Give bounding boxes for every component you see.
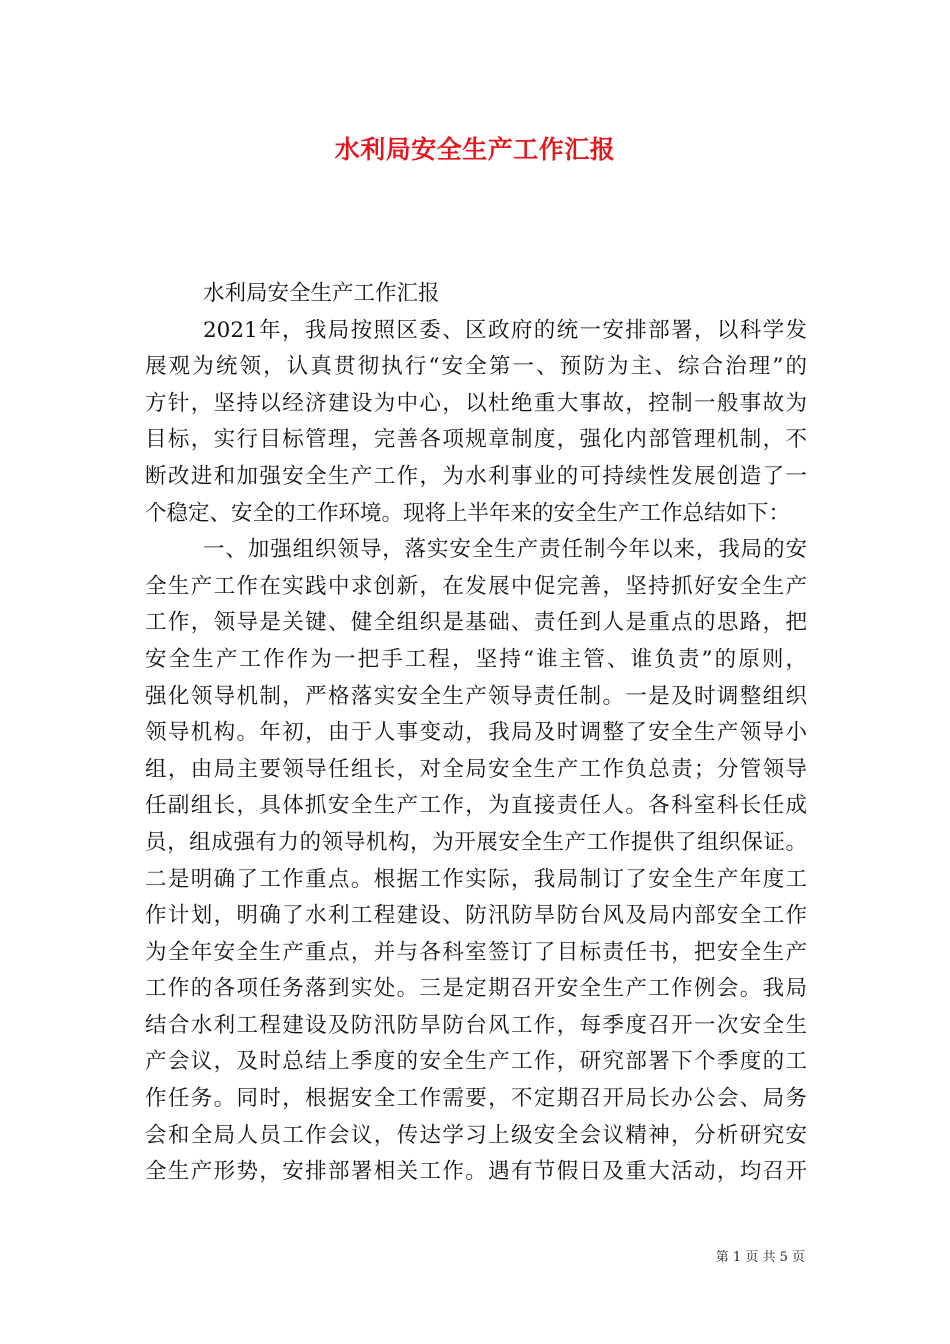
body-line: 为全年安全生产重点，并与各科室签订了目标责任书，把安全生产 (145, 939, 807, 965)
body-line: 二是明确了工作重点。根据工作实际，我局制订了安全生产年度工 (145, 866, 807, 892)
body-line: 作任务。同时，根据安全工作需要，不定期召开局长办公会、局务 (145, 1086, 807, 1112)
document-title: 水利局安全生产工作汇报 (334, 135, 616, 164)
body-line: 员，组成强有力的领导机构，为开展安全生产工作提供了组织保证。 (145, 829, 807, 855)
body-line: 产会议，及时总结上季度的安全生产工作，研究部署下个季度的工 (145, 1049, 807, 1075)
body-line: 领导机构。年初，由于人事变动，我局及时调整了安全生产领导小 (145, 720, 807, 746)
body-line: 全生产形势，安排部署相关工作。遇有节假日及重大活动，均召开 (145, 1159, 807, 1185)
body-line: 个稳定、安全的工作环境。现将上半年来的安全生产工作总结如下： (145, 500, 791, 526)
document-body (145, 276, 807, 1191)
page-number: 第 1 页 共 5 页 (715, 1250, 805, 1265)
body-line: 一、加强组织领导，落实安全生产责任制今年以来，我局的安 (203, 537, 807, 563)
body-line: 工作的各项任务落到实处。三是定期召开安全生产工作例会。我局 (145, 976, 807, 1002)
body-line: 安全生产工作作为一把手工程，坚持“谁主管、谁负责”的原则， (145, 646, 807, 672)
body-line: 展观为统领，认真贯彻执行“安全第一、预防为主、综合治理”的 (145, 354, 807, 380)
body-line: 会和全局人员工作会议，传达学习上级安全会议精神，分析研究安 (145, 1122, 807, 1148)
body-line: 全生产工作在实践中求创新，在发展中促完善，坚持抓好安全生产 (145, 573, 807, 599)
body-line: 任副组长，具体抓安全生产工作，为直接责任人。各科室科长任成 (145, 793, 807, 819)
body-line: 断改进和加强安全生产工作，为水利事业的可持续性发展创造了一 (145, 463, 807, 489)
body-line: 作计划，明确了水利工程建设、防汛防旱防台风及局内部安全工作 (145, 903, 807, 929)
body-line: 工作，领导是关键、健全组织是基础、责任到人是重点的思路，把 (145, 610, 807, 636)
body-line: 组，由局主要领导任组长，对全局安全生产工作负总责；分管领导 (145, 756, 807, 782)
body-line: 2021年，我局按照区委、区政府的统一安排部署，以科学发 (203, 317, 807, 343)
body-line: 方针，坚持以经济建设为中心，以杜绝重大事故，控制一般事故为 (145, 390, 807, 416)
body-line: 水利局安全生产工作汇报 (203, 281, 440, 306)
body-line: 强化领导机制，严格落实安全生产领导责任制。一是及时调整组织 (145, 683, 807, 709)
body-line: 目标，实行目标管理，完善各项规章制度，强化内部管理机制，不 (145, 427, 807, 453)
body-line: 结合水利工程建设及防汛防旱防台风工作，每季度召开一次安全生 (145, 1012, 807, 1038)
